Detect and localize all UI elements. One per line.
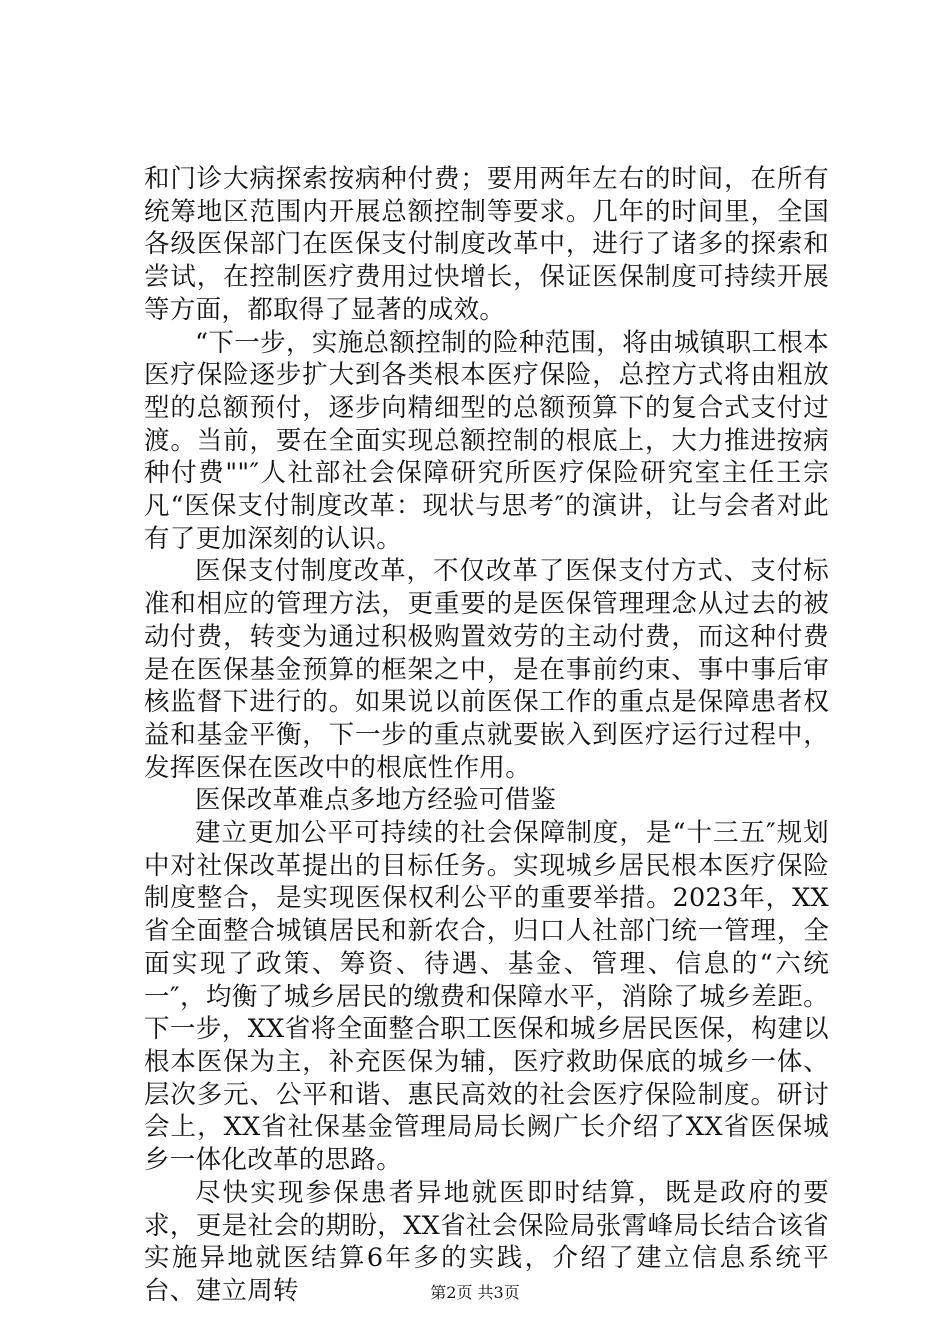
section-heading: 医保改革难点多地方经验可借鉴 <box>195 785 557 816</box>
page-number-footer: 第2页 共3页 <box>430 1283 520 1302</box>
paragraph-5: 尽快实现参保患者异地就医即时结算，既是政府的要求，更是社会的期盼，XX省社会保险局张霄峰局长结合该省实施异地就医结算6年多的实践，介绍了建立信息系统平台、建立周转 <box>144 1177 829 1306</box>
paragraph-1: 和门诊大病探索按病种付费；要用两年左右的时间，在所有统筹地区范围内开展总额控制等要求。几年的时间里，全国各级医保部门在医保支付制度改革中，进行了诸多的探索和尝试，在控制医疗费用过快增长，保证医保制度可持续开展等方面，都取得了显著的成效。 <box>144 164 829 325</box>
body-text <box>144 163 829 1308</box>
paragraph-2: “下一步，实施总额控制的险种范围，将由城镇职工根本医疗保险逐步扩大到各类根本医疗保险，总控方式将由粗放型的总额预付，逐步向精细型的总额预算下的复合式支付过渡。当前，要在全面实现总额控制的根底上，大力推进按病种付费""″人社部社会保障研究所医疗保险研究室主任王宗凡“医保支付制度改革：现状与思考″的演讲，让与会者对此有了更加深刻的认识。 <box>144 327 829 554</box>
paragraph-4: 建立更加公平可持续的社会保障制度，是“十三五″规划中对社保改革提出的目标任务。实现城乡居民根本医疗保险制度整合，是实现医保权利公平的重要举措。2023年，XX省全面整合城镇居民和新农合，归口人社部门统一管理，全面实现了政策、筹资、待遇、基金、管理、信息的“六统一″，均衡了城乡居民的缴费和保障水平，消除了城乡差距。下一步，XX省将全面整合职工医保和城乡居民医保，构建以根本医保为主，补充医保为辅，医疗救助保底的城乡一体、层次多元、公平和谐、惠民高效的社会医疗保险制度。研讨会上，XX省社保基金管理局局长阙广长介绍了XX省医保城乡一体化改革的思路。 <box>144 818 829 1176</box>
paragraph-3: 医保支付制度改革，不仅改革了医保支付方式、支付标准和相应的管理方法，更重要的是医保管理理念从过去的被动付费，转变为通过积极购置效劳的主动付费，而这种付费是在医保基金预算的框架之中，是在事前约束、事中事后审核监督下进行的。如果说以前医保工作的重点是保障患者权益和基金平衡，下一步的重点就要嵌入到医疗运行过程中，发挥医保在医改中的根底性作用。 <box>144 556 829 783</box>
